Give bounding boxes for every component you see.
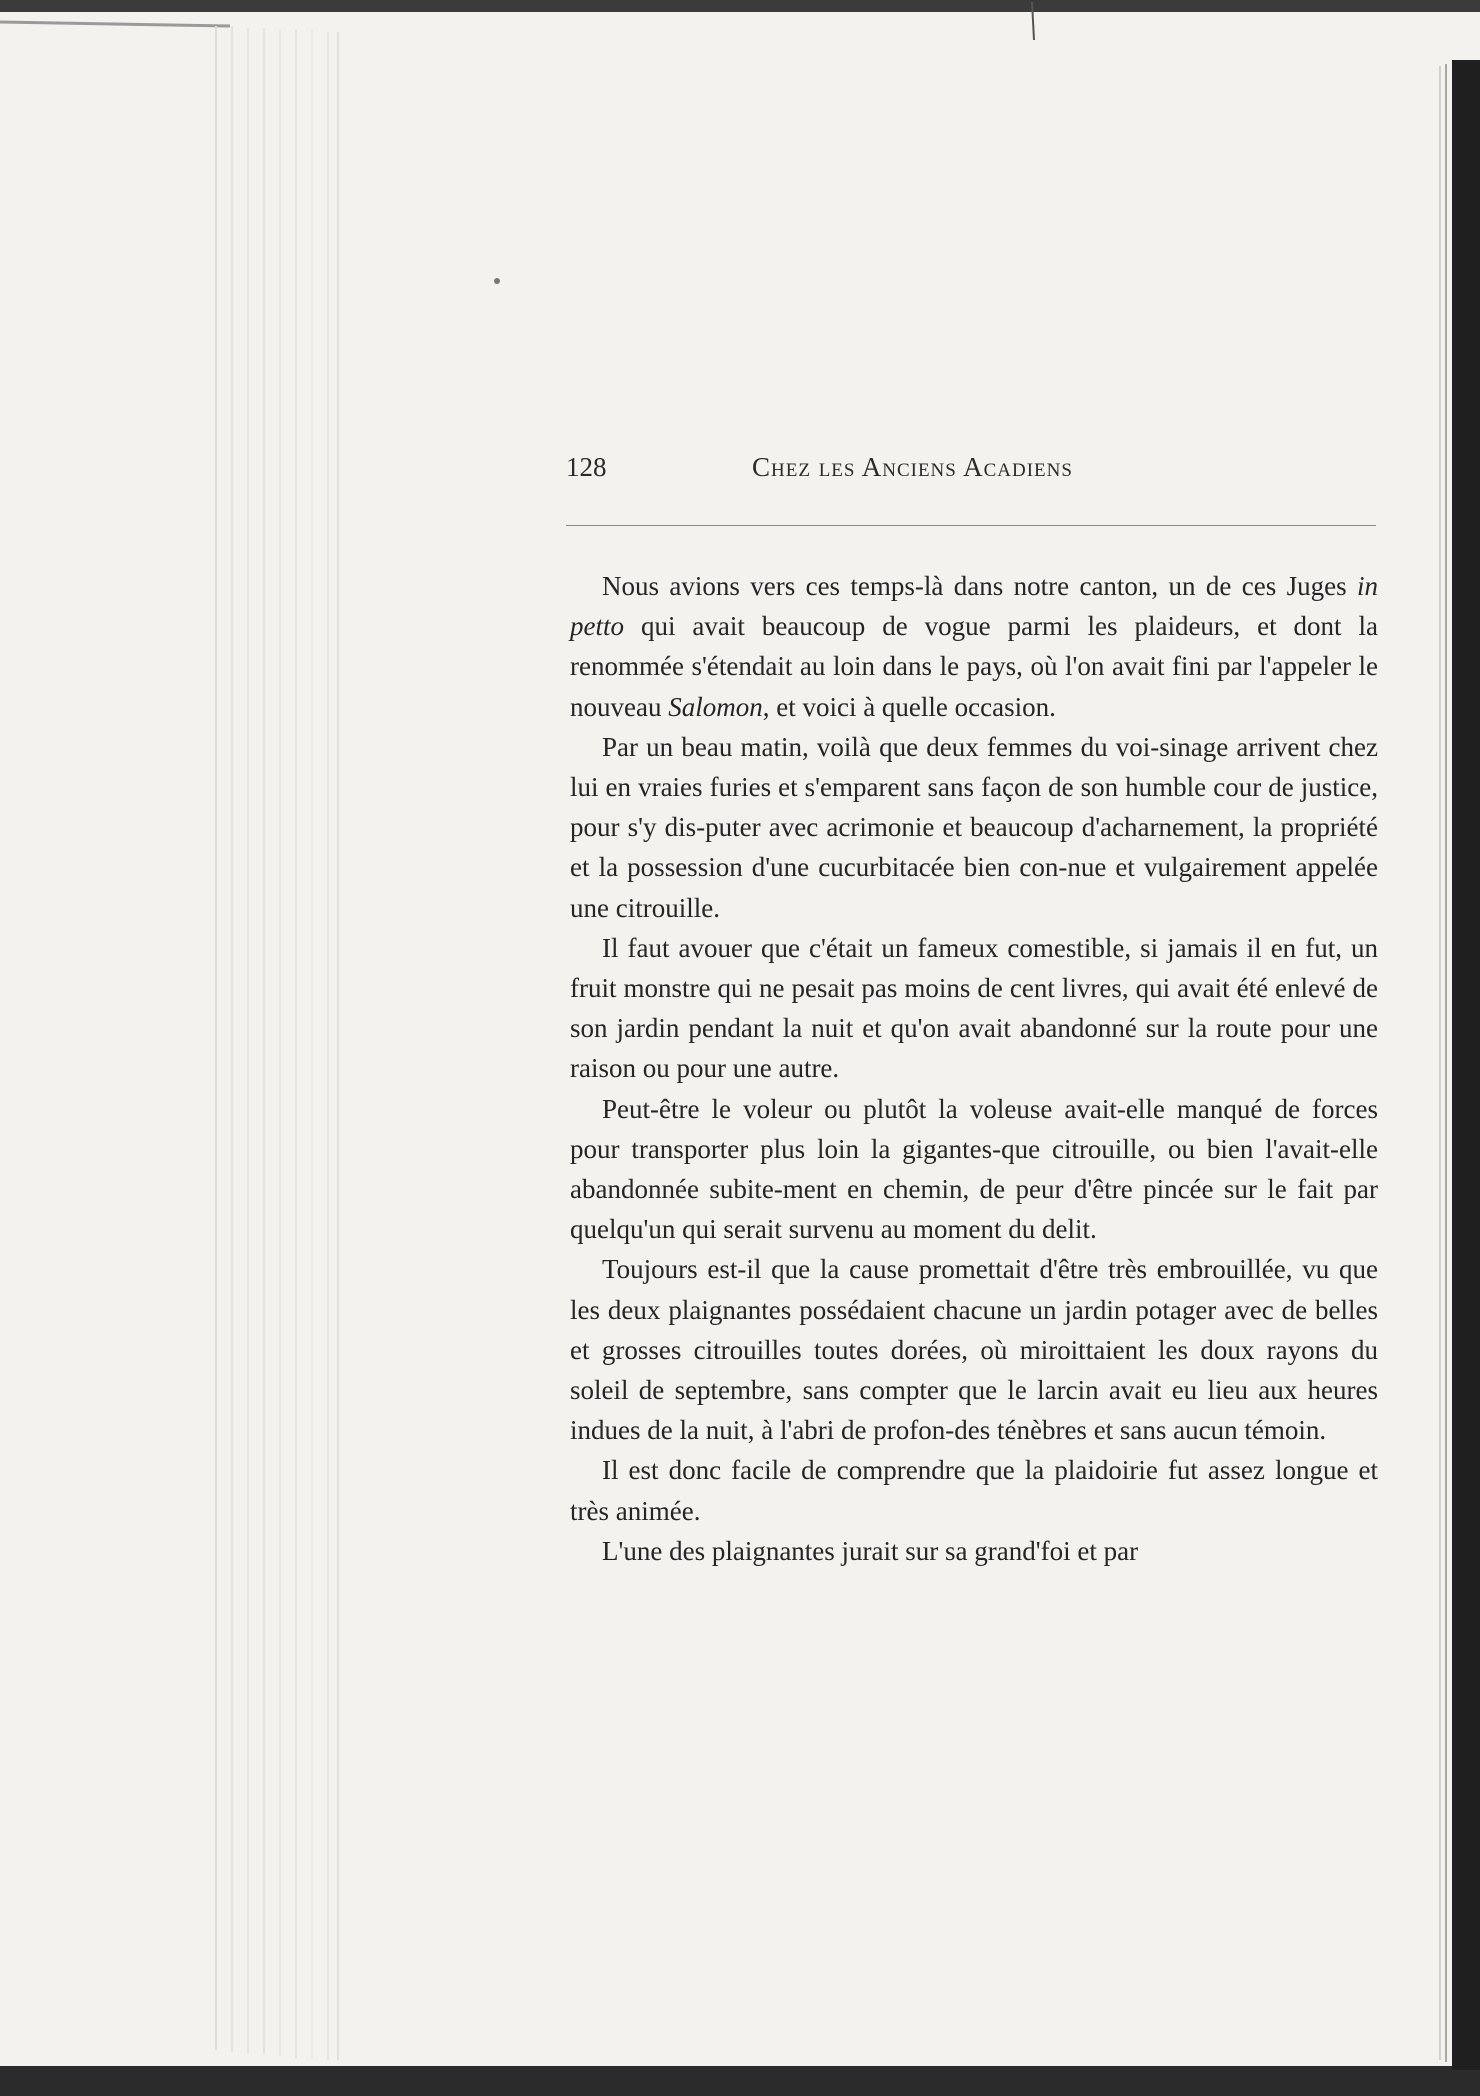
paragraph-5: Toujours est-il que la cause promettait d'être très embrouillée, vu que les deux plaignantes possédaient chacune un jardin potager avec de belles et grosses citrouilles toutes dorées, où miroittaient les doux rayons du soleil de septembre, sans compter que le larcin avait eu lieu aux heures indues de la nuit, à l'abri de profon-des ténèbres et sans aucun témoin.: [570, 1254, 1378, 1446]
running-title: Chez les Anciens Acadiens: [752, 452, 1073, 482]
paragraph-1: [570, 566, 1378, 727]
paragraph-3: Il faut avouer que c'était un fameux comestible, si jamais il en fut, un fruit monstre qui ne pesait pas moins de cent livres, qui avait été enlevé de son jardin pendant la nuit et qu'on avait abandonné sur la route pour une raison ou pour une autre.: [570, 932, 1378, 1084]
paragraph-7: L'une des plaignantes jurait sur sa grand'foi et par: [602, 1535, 1139, 1566]
paragraph-4: Peut-être le voleur ou plutôt la voleuse avait-elle manqué de forces pour transporter plus loin la gigantes-que citrouille, ou bien l'avait-elle abandonnée subite-ment en chemin, de peur d'être pincée sur le fait par quelqu'un qui serait survenu au moment du delit.: [570, 1093, 1378, 1245]
paragraph-6: Il est donc facile de comprendre que la plaidoirie fut assez longue et très animée.: [570, 1455, 1378, 1526]
paragraph-1-text-cont: qui avait beaucoup de vogue parmi les plaideurs, et dont la renommée s'étendait au loin dans le pays, où l'on avait fini par l'appeler le nouveau: [570, 611, 1378, 722]
body-text: [570, 566, 1378, 1571]
page-number: 128: [566, 452, 607, 482]
paragraph-1-text-end: , et voici à quelle occasion.: [762, 691, 1056, 722]
italic-in-petto: in petto: [570, 571, 1378, 642]
paragraph-1-text: Nous avions vers ces temps-là dans notre canton, un de ces Juges: [602, 571, 1357, 601]
paragraph-2: Par un beau matin, voilà que deux femmes du voi-sinage arrivent chez lui en vraies furies et s'emparent sans façon de son humble cour de justice, pour s'y dis-puter avec acrimonie et beaucoup d'acharnement, la propriété et la possession d'une cucurbitacée bien con-nue et vulgairement appelée une citrouille.: [570, 731, 1378, 923]
header-rule: [566, 525, 1376, 526]
italic-salomon: Salomon: [668, 691, 763, 722]
